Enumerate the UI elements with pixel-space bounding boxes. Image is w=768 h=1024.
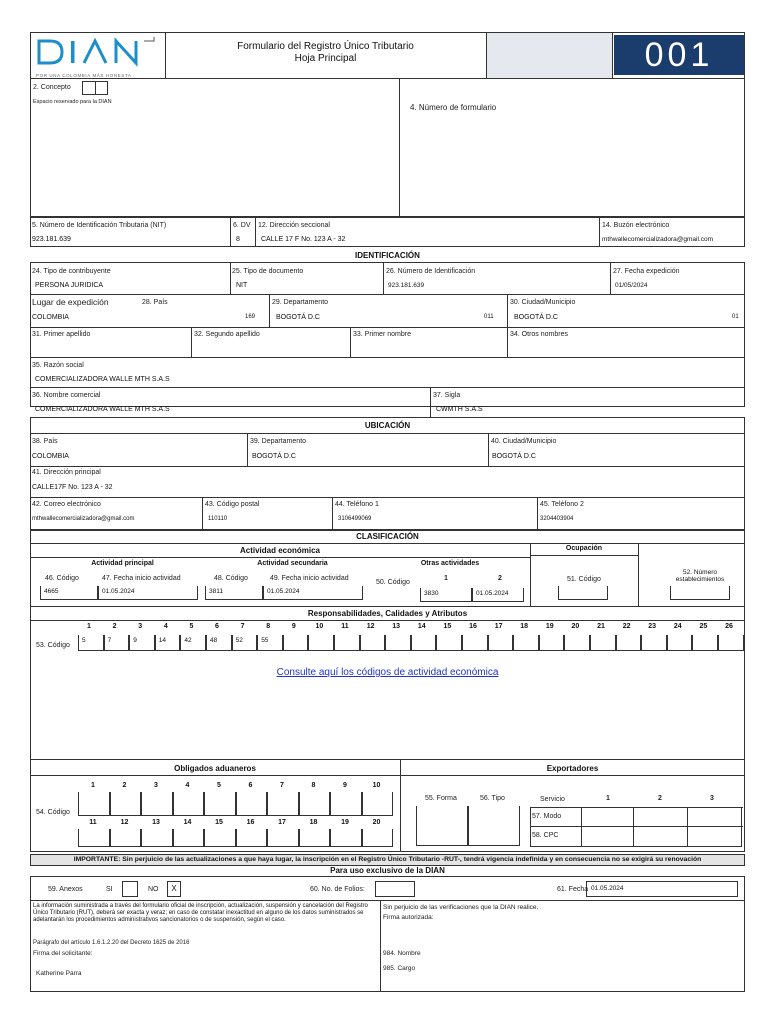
segundo-apellido-label: 32. Segundo apellido [194, 331, 260, 338]
codigo50-label: 50. Código [376, 579, 410, 586]
resp-code-cell[interactable]: 55 [257, 635, 283, 651]
resp-number-21: 21 [597, 623, 605, 630]
otras-val1-field[interactable]: 3830 [420, 588, 472, 602]
resp-number-26: 26 [725, 623, 733, 630]
codigo46-label: 46. Código [45, 575, 79, 582]
aduanero-code-cell[interactable] [267, 792, 299, 816]
lugar-expedicion-label: Lugar de expedición [32, 297, 109, 307]
tel2-value[interactable]: 3204403904 [540, 516, 574, 522]
resp-code-cell[interactable]: 9 [129, 635, 155, 651]
pais28-value[interactable]: COLOMBIA [32, 314, 69, 321]
consult-activity-codes-link[interactable]: Consulte aquí los códigos de actividad económica [276, 667, 499, 678]
ciudad40-label: 40. Ciudad/Municipio [491, 438, 557, 445]
aduanero-code-cell[interactable] [173, 792, 205, 816]
numero-id-value[interactable]: 923.181.639 [388, 282, 425, 289]
resp-code-cell[interactable] [641, 635, 667, 651]
aduanero-code-cell[interactable] [141, 829, 173, 847]
aduanero-number-14: 14 [183, 819, 192, 826]
ciudad30-value[interactable]: BOGOTÁ D.C [514, 314, 558, 321]
depto29-label: 29. Departamento [272, 299, 329, 306]
anexos-si-label: SI [106, 886, 113, 893]
seccional-value[interactable]: CALLE 17 F No. 123 A - 32 [261, 236, 346, 243]
form-number-label: 4. Número de formulario [410, 103, 497, 112]
sigla-value[interactable]: CWMTH S.A.S [436, 406, 483, 413]
fecha61-field[interactable]: 01.05.2024 [586, 881, 738, 897]
servicio-num-3: 3 [710, 795, 714, 802]
resp-code-cell[interactable] [564, 635, 590, 651]
aduanero-number-11: 11 [89, 819, 97, 826]
depto29-value[interactable]: BOGOTÁ D.C [276, 314, 320, 321]
aduanero-number-4: 4 [185, 782, 190, 789]
buzon-label: 14. Buzón electrónico [602, 222, 670, 229]
folios-label: 60. No. de Folios: [310, 886, 365, 893]
nit-value[interactable]: 923.181.639 [32, 236, 71, 243]
aduanero-number-20: 20 [372, 819, 381, 826]
aduanero-number-19: 19 [341, 819, 349, 826]
tel1-label: 44. Teléfono 1 [335, 501, 379, 508]
correo-label: 42. Correo electrónico [32, 501, 101, 508]
fecha-exp-value[interactable]: 01/05/2024 [615, 282, 648, 289]
aduanero-number-17: 17 [278, 819, 286, 826]
aduanero-code-cell[interactable] [299, 792, 331, 816]
actividad-principal-title: Actividad principal [91, 560, 154, 567]
section-ubicacion: UBICACIÓN [364, 421, 411, 430]
resp-number-9: 9 [291, 623, 296, 630]
resp-code-cell[interactable] [334, 635, 360, 651]
reserved-label: Espacio reservado para la DIAN [33, 99, 112, 105]
anexos-no-checkbox[interactable]: X [167, 881, 181, 897]
pais28-label: 28. País [142, 299, 168, 306]
resp-code-cell[interactable] [436, 635, 462, 651]
resp-code-cell[interactable]: 48 [206, 635, 232, 651]
otras-col2: 2 [498, 575, 502, 582]
resp-number-16: 16 [469, 623, 477, 630]
numero-id-label: 26. Número de Identificación [386, 268, 476, 275]
servicio-num-2: 2 [658, 795, 662, 802]
codigo51-field[interactable] [558, 586, 608, 600]
form-number-badge: 001 [614, 35, 744, 75]
servicio-label: Servicio [540, 796, 565, 803]
aduanero-code-cell[interactable] [362, 829, 394, 847]
forma55-label: 55. Forma [425, 795, 457, 802]
razon-social-label: 35. Razón social [32, 362, 84, 369]
actividad-economica-title: Actividad económica [239, 546, 321, 555]
paragrafo-text: Parágrafo del artículo 1.6.1.2.20 del Decreto 1625 de 2016 [33, 940, 190, 946]
section-identificacion: IDENTIFICACIÓN [355, 251, 420, 260]
pais38-label: 38. País [32, 438, 58, 445]
responsabilidades-title: Responsabilidades, Calidades y Atributos [307, 609, 468, 618]
aduanero-number-16: 16 [246, 819, 255, 826]
fecha47-field[interactable]: 01.05.2024 [98, 586, 198, 600]
fecha49-label: 49. Fecha inicio actividad [270, 575, 349, 582]
aduanero-code-cell[interactable] [110, 829, 142, 847]
resp-code-cell[interactable] [692, 635, 718, 651]
primer-nombre-label: 33. Primer nombre [353, 331, 411, 338]
exportadores-title: Exportadores [546, 764, 599, 773]
resp-number-17: 17 [494, 623, 503, 630]
tipo56-field[interactable] [468, 806, 520, 846]
cpc58-label: 58. CPC [532, 832, 559, 839]
codigo48-label: 48. Código [214, 575, 248, 582]
correo-value[interactable]: mthwallecomercializadora@gmail.com [32, 516, 135, 522]
postal-label: 43. Código postal [205, 501, 260, 508]
aduanero-code-cell[interactable] [362, 792, 394, 816]
aduanero-code-cell[interactable] [236, 792, 268, 816]
resp-code-cell[interactable] [411, 635, 437, 651]
aduanero-number-12: 12 [120, 819, 129, 826]
otras-col1: 1 [444, 575, 448, 582]
aduanero-number-9: 9 [343, 782, 347, 789]
ocupacion-title: Ocupación [565, 545, 603, 552]
resp-code-cell[interactable]: 42 [180, 635, 206, 651]
aduanero-code-cell[interactable] [299, 829, 331, 847]
nombre984-label: 984. Nombre [383, 950, 421, 957]
resp-code-cell[interactable]: 7 [104, 635, 130, 651]
aduanero-code-cell[interactable] [173, 829, 205, 847]
section-clasificacion: CLASIFICACIÓN [356, 532, 419, 541]
resp-code-cell[interactable] [488, 635, 514, 651]
tel1-value[interactable]: 3106499069 [338, 516, 372, 522]
resp-code-cell[interactable] [513, 635, 539, 651]
form-title [165, 41, 486, 65]
aduanero-code-cell[interactable] [78, 829, 110, 847]
aduanero-code-cell[interactable] [330, 792, 362, 816]
codigo48-field[interactable]: 3811 [205, 586, 263, 600]
form-title-line2: Hoja Principal [294, 53, 357, 64]
servicio-grid[interactable] [530, 807, 742, 847]
num52-label: 52. Número establecimientos [675, 569, 725, 583]
resp-code-cell[interactable] [283, 635, 309, 651]
pais28-code: 169 [245, 314, 256, 320]
dv-label: 6. DV [233, 222, 251, 229]
aduanero-number-1: 1 [91, 782, 95, 789]
resp-number-20: 20 [571, 623, 580, 630]
nombre-comercial-label: 36. Nombre comercial [32, 392, 101, 399]
primer-apellido-label: 31. Primer apellido [32, 331, 91, 338]
servicio-num-1: 1 [606, 795, 610, 802]
dian-logo-icon [36, 37, 161, 67]
aduanero-code-cell[interactable] [236, 829, 268, 847]
resp-number-6: 6 [215, 623, 219, 630]
aduanero-code-cell[interactable] [204, 829, 236, 847]
resp-number-14: 14 [417, 623, 426, 630]
verificaciones-text: Sin perjuicio de las verificaciones que la DIAN realice. [383, 904, 539, 911]
resp-code-cell[interactable] [539, 635, 565, 651]
resp-code-cell[interactable] [308, 635, 334, 651]
resp-number-5: 5 [189, 623, 194, 630]
form-title-line1: Formulario del Registro Único Tributario [237, 41, 414, 52]
resp-number-25: 25 [699, 623, 708, 630]
concepto-field[interactable] [82, 81, 108, 95]
resp-code-cell[interactable] [616, 635, 642, 651]
modo57-label: 57. Modo [532, 813, 562, 820]
resp-code-cell[interactable] [590, 635, 616, 651]
resp-number-18: 18 [520, 623, 529, 630]
important-notice: IMPORTANTE: Sin perjuicio de las actualizaciones a que haya lugar, la inscripción en el Registro Único Tributario -RUT-, tendrá vigencia indefinida y en consecuencia no se exigirá su renovación [30, 854, 745, 866]
resp-code-cell[interactable] [718, 635, 744, 651]
direccion-label: 41. Dirección principal [32, 469, 101, 476]
resp-number-8: 8 [266, 623, 271, 630]
nombre-comercial-value[interactable]: COMERCIALIZADORA WALLE MTH S.A.S [35, 406, 170, 413]
tipo-documento-value[interactable]: NIT [236, 282, 248, 289]
tipo-documento-label: 25. Tipo de documento [232, 268, 304, 275]
tel2-label: 45. Teléfono 2 [540, 501, 584, 508]
num52-field[interactable] [670, 586, 730, 600]
resp-number-13: 13 [392, 623, 401, 630]
nit-label: 5. Número de Identificación Tributaria (NIT) [32, 222, 167, 229]
concepto-label: 2. Concepto [33, 84, 71, 91]
otros-nombres-label: 34. Otros nombres [510, 331, 568, 338]
aduanero-number-6: 6 [248, 782, 253, 789]
resp-number-22: 22 [622, 623, 631, 630]
ciudad30-label: 30. Ciudad/Municipio [510, 299, 576, 306]
anexos-no-label: NO [148, 886, 159, 893]
depto39-label: 39. Departamento [250, 438, 307, 445]
fecha47-label: 47. Fecha inicio actividad [102, 575, 181, 582]
razon-social-value[interactable]: COMERCIALIZADORA WALLE MTH S.A.S [35, 376, 170, 383]
firma-autorizada-label: Firma autorizada: [383, 914, 434, 921]
tipo-contribuyente-value[interactable]: PERSONA JURIDICA [35, 282, 104, 289]
aduanero-code-cell[interactable] [267, 829, 299, 847]
aduanero-code-cell[interactable] [330, 829, 362, 847]
actividad-secundaria-title: Actividad secundaria [257, 560, 328, 567]
aduanero-number-10: 10 [372, 782, 381, 789]
aduanero-number-8: 8 [311, 782, 316, 789]
resp-number-2: 2 [112, 623, 117, 630]
resp-code-cell[interactable]: 52 [232, 635, 258, 651]
logo-tagline: POR UNA COLOMBIA MÁS HONESTA [36, 73, 132, 78]
fecha61-label: 61. Fecha [557, 886, 589, 893]
aduanero-code-cell[interactable] [204, 792, 236, 816]
ciudad30-code: 01 [732, 314, 739, 320]
forma55-field[interactable] [416, 806, 468, 846]
resp-number-19: 19 [545, 623, 554, 630]
resp-code-cell[interactable] [385, 635, 411, 651]
resp-number-12: 12 [366, 623, 375, 630]
resp-code-cell[interactable] [462, 635, 488, 651]
resp-number-3: 3 [138, 623, 143, 630]
resp-code-cell[interactable]: 14 [155, 635, 181, 651]
depto29-code: 011 [484, 314, 494, 320]
cargo985-label: 985. Cargo [383, 965, 416, 972]
aduanero-number-18: 18 [309, 819, 318, 826]
depto39-value[interactable]: BOGOTÁ D.C [252, 453, 296, 460]
resp-number-15: 15 [443, 623, 452, 630]
codigo46-field[interactable]: 4665 [40, 586, 98, 600]
aduanero-number-15: 15 [215, 819, 223, 826]
aduanero-code-cell[interactable] [110, 792, 142, 816]
aduanero-number-5: 5 [217, 782, 221, 789]
folios-field[interactable] [375, 881, 415, 897]
aduanero-number-7: 7 [280, 782, 284, 789]
uso-exclusivo-title: Para uso exclusivo de la DIAN [330, 866, 445, 875]
dian-logo [36, 37, 161, 78]
resp-number-10: 10 [315, 623, 324, 630]
tipo56-label: 56. Tipo [480, 795, 505, 802]
solicitante-name: Katherine Parra [36, 970, 82, 977]
resp-code-cell[interactable] [360, 635, 386, 651]
resp-number-11: 11 [341, 623, 349, 630]
resp-number-1: 1 [87, 623, 91, 630]
anexos-si-checkbox[interactable] [122, 881, 138, 897]
buzon-value[interactable]: mthwallecomercializadora@gmail.com [602, 236, 713, 243]
rut-form [30, 32, 745, 992]
postal-value[interactable]: 110110 [208, 516, 228, 522]
otras-val2-field[interactable]: 01.05.2024 [472, 588, 524, 602]
fecha49-field[interactable]: 01.05.2024 [263, 586, 363, 600]
codigo54-label: 54. Código [36, 809, 70, 816]
ciudad40-value[interactable]: BOGOTÁ D.C [492, 453, 536, 460]
resp-code-cell[interactable]: 5 [78, 635, 104, 651]
aduanero-number-2: 2 [122, 782, 127, 789]
resp-number-7: 7 [240, 623, 245, 630]
aduanero-code-cell[interactable] [141, 792, 173, 816]
seccional-label: 12. Dirección seccional [258, 222, 330, 229]
direccion-value[interactable]: CALLE17F No. 123 A - 32 [32, 484, 113, 491]
resp-number-23: 23 [648, 623, 657, 630]
codigo53-label: 53. Código [36, 642, 70, 649]
resp-number-24: 24 [673, 623, 682, 630]
pais38-value[interactable]: COLOMBIA [32, 453, 69, 460]
aduanero-number-13: 13 [152, 819, 160, 826]
obligados-aduaneros-title: Obligados aduaneros [174, 764, 256, 773]
resp-code-cell[interactable] [667, 635, 693, 651]
firma-solicitante-label: Firma del solicitante: [33, 950, 93, 957]
tipo-contribuyente-label: 24. Tipo de contribuyente [32, 268, 111, 275]
codigo51-label: 51. Código [567, 576, 601, 583]
aduanero-number-3: 3 [154, 782, 158, 789]
fecha-exp-label: 27. Fecha expedición [613, 268, 680, 275]
resp-number-4: 4 [163, 623, 168, 630]
legal-text: La información suministrada a través del formulario oficial de inscripción, actualización, suspensión y cancelación del Registro Único Tributario (RUT), deberá ser exacta y veraz; en caso de constatar inexactitud en alguno de los datos suministrados se adelantarán los procedimientos administrativos sancionatorios o de suspensión, según el caso. [33, 903, 368, 923]
dv-value[interactable]: 8 [236, 236, 240, 243]
sigla-label: 37. Sigla [433, 392, 461, 399]
anexos-label: 59. Anexos [48, 886, 83, 893]
otras-actividades-title: Otras actividades [420, 560, 480, 567]
aduanero-code-cell[interactable] [78, 792, 110, 816]
